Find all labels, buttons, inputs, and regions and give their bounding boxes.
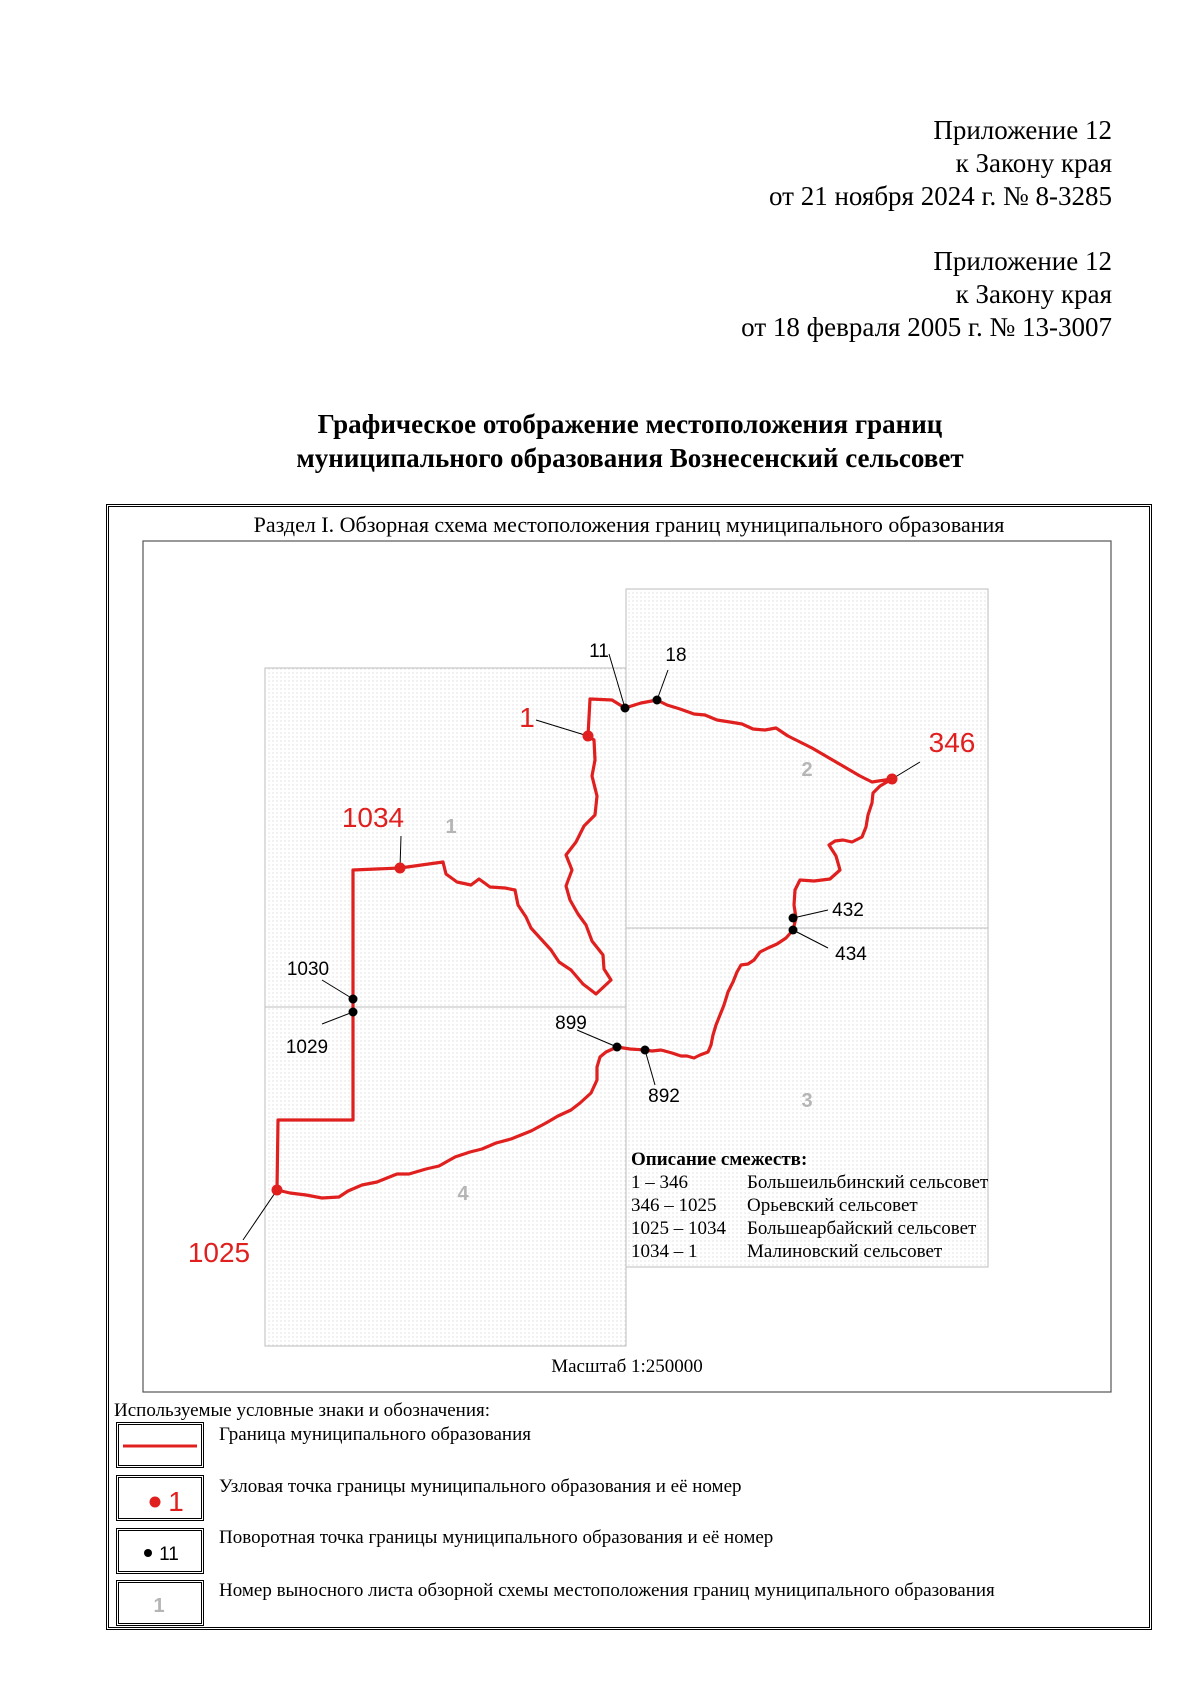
turn-point-1030 <box>349 995 358 1004</box>
sheet-number-2: 2 <box>801 759 813 781</box>
nodal-label-1034: 1034 <box>341 802 405 833</box>
adjacency-range: 1034 – 1 <box>631 1241 698 1262</box>
adjacency-range: 346 – 1025 <box>631 1195 717 1216</box>
nodal-label-346: 346 <box>928 727 976 758</box>
turn-point-11 <box>621 704 630 713</box>
title-line-2: муниципального образования Вознесенский сельсовет <box>296 443 964 473</box>
map-scale: Масштаб 1:250000 <box>551 1356 703 1377</box>
adjacency-description <box>631 1148 988 1263</box>
legend-symbol-nodal <box>116 1475 204 1521</box>
sheet-number-icon <box>119 1583 201 1623</box>
legend-label-boundary: Граница муниципального образования <box>219 1424 531 1445</box>
legend-symbol-boundary <box>116 1422 204 1468</box>
adjacency-title: Описание смежеств: <box>631 1149 808 1170</box>
annex-law-ref: к Закону края <box>955 148 1112 178</box>
turn-point-icon <box>119 1531 201 1571</box>
turn-point-892 <box>641 1046 650 1055</box>
sheet-number-3: 3 <box>801 1090 813 1112</box>
adjacency-neighbor: Малиновский сельсовет <box>747 1241 943 1262</box>
turn-point-899 <box>613 1043 622 1052</box>
annex-law-ref: к Закону края <box>955 279 1112 309</box>
boundary-line-icon <box>119 1425 201 1465</box>
turn-point-1029 <box>349 1008 358 1017</box>
legend-label-nodal: Узловая точка границы муниципального образования и её номер <box>219 1476 742 1497</box>
nodal-label-1: 1 <box>519 702 535 733</box>
turn-label-1029: 1029 <box>285 1037 329 1058</box>
legend-label-sheet: Номер выносного листа обзорной схемы местоположения границ муниципального образования <box>219 1580 995 1601</box>
nodal-label-1025: 1025 <box>187 1237 251 1268</box>
sheet-sample-number: 1 <box>153 1595 165 1617</box>
turn-label-18: 18 <box>665 645 687 666</box>
turn-label-1030: 1030 <box>286 959 330 980</box>
legend-symbol-turn <box>116 1528 204 1574</box>
adjacency-neighbor: Орьевский сельсовет <box>747 1195 918 1216</box>
nodal-point-346 <box>887 774 898 785</box>
annex-date: от 18 февраля 2005 г. № 13-3007 <box>741 312 1112 342</box>
nodal-point-1034 <box>395 863 406 874</box>
turn-point-432 <box>789 914 798 923</box>
turn-label-11: 11 <box>589 641 609 662</box>
sheet-number-4: 4 <box>457 1183 469 1205</box>
legend-title: Используемые условные знаки и обозначения: <box>114 1400 491 1421</box>
turn-sample-number: 11 <box>159 1544 179 1565</box>
turn-label-432: 432 <box>832 900 864 921</box>
turn-label-434: 434 <box>835 944 867 965</box>
adjacency-neighbor: Большеильбинский сельсовет <box>747 1172 989 1193</box>
turn-label-899: 899 <box>555 1013 587 1034</box>
adjacency-row <box>631 1194 988 1217</box>
nodal-sample-number: 1 <box>168 1486 184 1517</box>
adjacency-neighbor: Большеарбайский сельсовет <box>747 1218 977 1239</box>
turn-label-892: 892 <box>648 1086 680 1107</box>
annex-number: Приложение 12 <box>933 246 1112 276</box>
legend-label-turn: Поворотная точка границы муниципального образования и её номер <box>219 1527 774 1548</box>
title-line-1: Графическое отображение местоположения границ <box>317 409 943 439</box>
turn-point-18 <box>653 696 662 705</box>
section-title: Раздел I. Обзорная схема местоположения границ муниципального образования <box>253 512 1005 537</box>
adjacency-row <box>631 1171 988 1194</box>
adjacency-row <box>631 1240 988 1263</box>
adjacency-row <box>631 1217 988 1240</box>
annex-number: Приложение 12 <box>933 115 1112 145</box>
annex-date: от 21 ноября 2024 г. № 8-3285 <box>769 181 1112 211</box>
adjacency-range: 1025 – 1034 <box>631 1218 726 1239</box>
sheet-number-1: 1 <box>445 816 457 838</box>
adjacency-range: 1 – 346 <box>631 1172 688 1193</box>
legend-symbol-sheet <box>116 1580 204 1626</box>
nodal-point-icon <box>119 1478 201 1518</box>
turn-point-434 <box>789 926 798 935</box>
nodal-point-1 <box>583 731 594 742</box>
nodal-point-1025 <box>272 1185 283 1196</box>
